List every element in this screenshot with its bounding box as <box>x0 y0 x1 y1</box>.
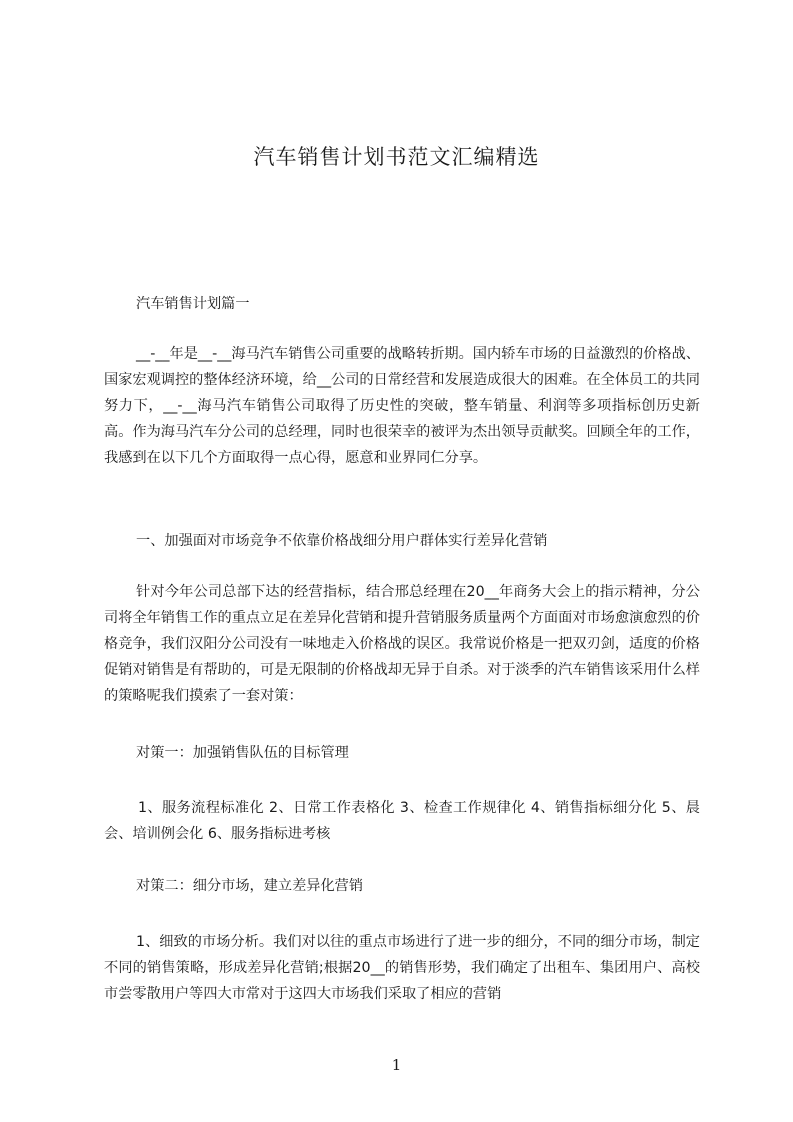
intro-paragraph: __-__年是__-__海马汽车销售公司重要的战略转折期。国内轿车市场的日益激烈的价格战、国家宏观调控的整体经济环境，给__公司的日常经营和发展造成很大的困难。在全体员工的共同努力下，__-__海马汽车销售公司取得了历史性的突破，整车销量、利润等多项指标创历史新高。作为海马汽车分公司的总经理，同时也很荣幸的被评为杰出领导贡献奖。回顾全年的工作，我感到在以下几个方面取得一点心得，愿意和业界同仁分享。 <box>104 346 700 466</box>
strategy-two-paragraph: 1、细致的市场分析。我们对以往的重点市场进行了进一步的细分，不同的细分市场，制定不同的销售策略，形成差异化营销;根据20__的销售形势，我们确定了出租车、集团用户、高校市尝零散用户等四大市常对于这四大市场我们采取了相应的营销 <box>104 934 700 1002</box>
strategy-one-items: 1、服务流程标准化 2、日常工作表格化 3、检查工作规律化 4、销售指标细分化 5、晨会、培训例会化 6、服务指标进考核 <box>104 800 700 842</box>
document-title: 汽车销售计划书范文汇编精选 <box>253 145 540 169</box>
heading-one: 一、加强面对市场竞争不依靠价格战细分用户群体实行差异化营销 <box>136 533 548 549</box>
page-number: 1 <box>391 1056 402 1074</box>
strategy-two-heading: 对策二：细分市场，建立差异化营销 <box>136 878 364 894</box>
paragraph-one: 针对今年公司总部下达的经营指标，结合邢总经理在20__年商务大会上的指示精神，分公司将全年销售工作的重点立足在差异化营销和提升营销服务质量两个方面面对市场愈演愈烈的价格竞争，我们汉阳分公司没有一味地走入价格战的误区。我常说价格是一把双刃剑，适度的价格促销对销售是有帮助的，可是无限制的价格战却无异于自杀。对于淡季的汽车销售该采用什么样的策略呢我们摸索了一套对策： <box>104 584 700 704</box>
section-heading: 汽车销售计划篇一 <box>136 296 250 312</box>
strategy-one-heading: 对策一：加强销售队伍的目标管理 <box>136 745 349 761</box>
